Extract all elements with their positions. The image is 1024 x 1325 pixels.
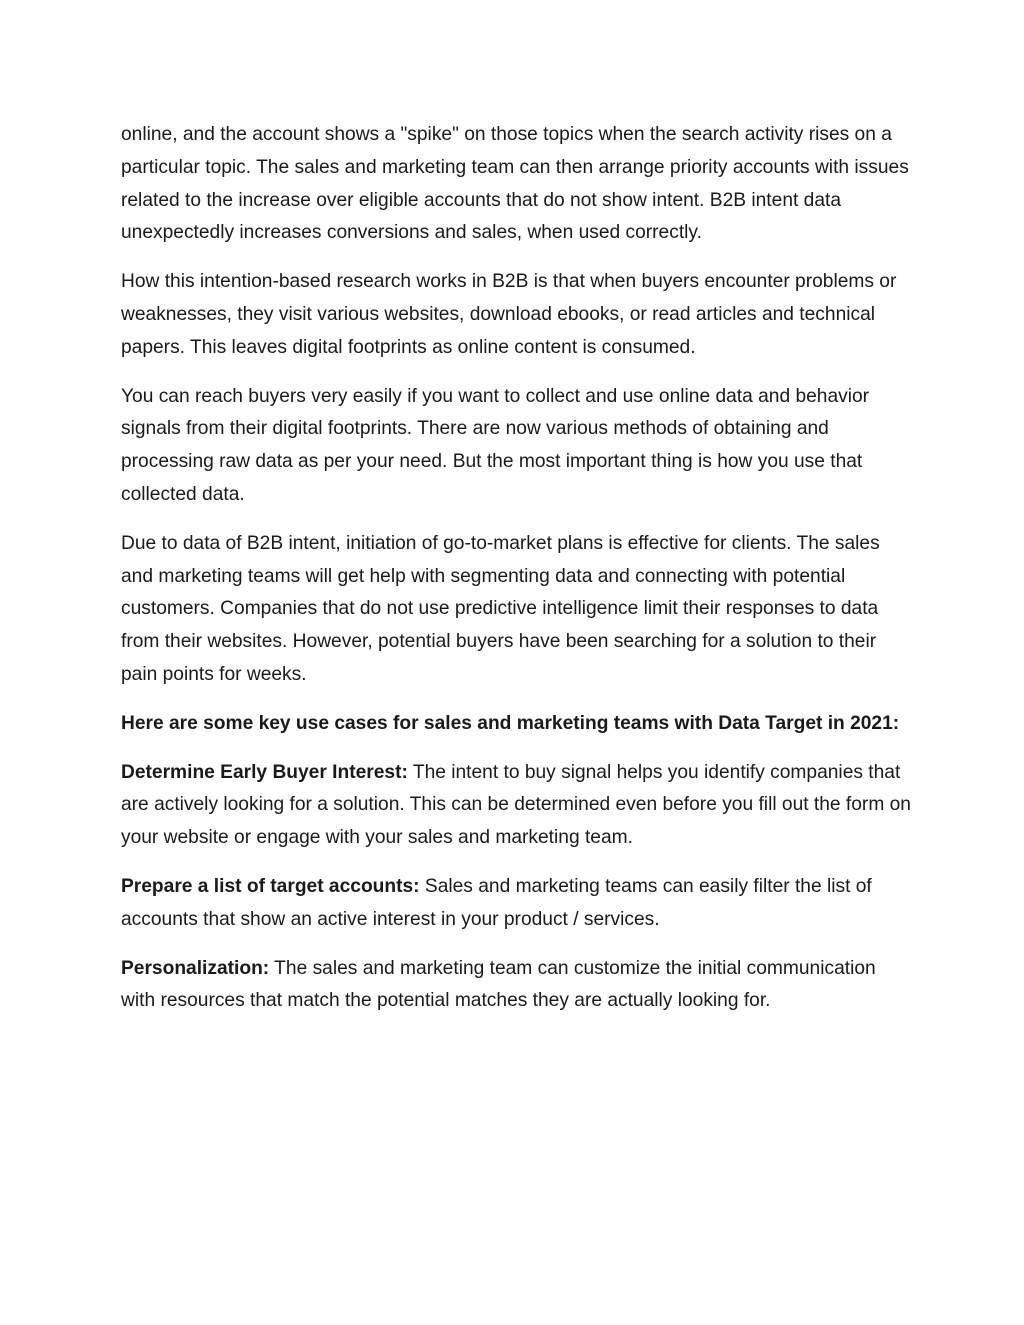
use-case-text: The sales and marketing team can customize the initial communication with resources that match the potential matches they are actually looking for. (121, 957, 876, 1012)
body-paragraph: online, and the account shows a "spike" on those topics when the search activity rises on a particular topic. The sales and marketing team can then arrange priority accounts with issues related to the increase over eligible accounts that do not show intent. B2B intent data unexpectedly increases conversions and sales, when used correctly. (121, 124, 909, 244)
section-heading: Here are some key use cases for sales and marketing teams with Data Target in 2021: (121, 712, 900, 734)
use-case-text: Sales and marketing teams can easily filter the list of accounts that show an active interest in your product / services. (121, 875, 872, 930)
use-case-title: Personalization: (121, 957, 270, 979)
body-paragraph: You can reach buyers very easily if you want to collect and use online data and behavior signals from their digital footprints. There are now various methods of obtaining and processing raw data as per your need. But the most important thing is how you use that collected data. (121, 385, 870, 505)
body-paragraph: Due to data of B2B intent, initiation of go-to-market plans is effective for clients. The sales and marketing teams will get help with segmenting data and connecting with potential customers. Companies that do not use predictive intelligence limit their responses to data from their websites. However, potential buyers have been searching for a solution to their pain points for weeks. (121, 532, 880, 685)
use-case-text: The intent to buy signal helps you identify companies that are actively looking for a solution. This can be determined even before you fill out the form on your website or engage with your sales and marketing team. (121, 761, 911, 849)
use-case-early-buyer-interest (121, 757, 911, 855)
use-case-title: Determine Early Buyer Interest: (121, 761, 408, 783)
use-case-title: Prepare a list of target accounts: (121, 875, 420, 897)
document-page (121, 119, 911, 1034)
body-paragraph: How this intention-based research works in B2B is that when buyers encounter problems or weaknesses, they visit various websites, download ebooks, or read articles and technical papers. This leaves digital footprints as online content is consumed. (121, 271, 897, 358)
use-case-target-accounts (121, 871, 911, 937)
use-case-personalization (121, 953, 911, 1019)
